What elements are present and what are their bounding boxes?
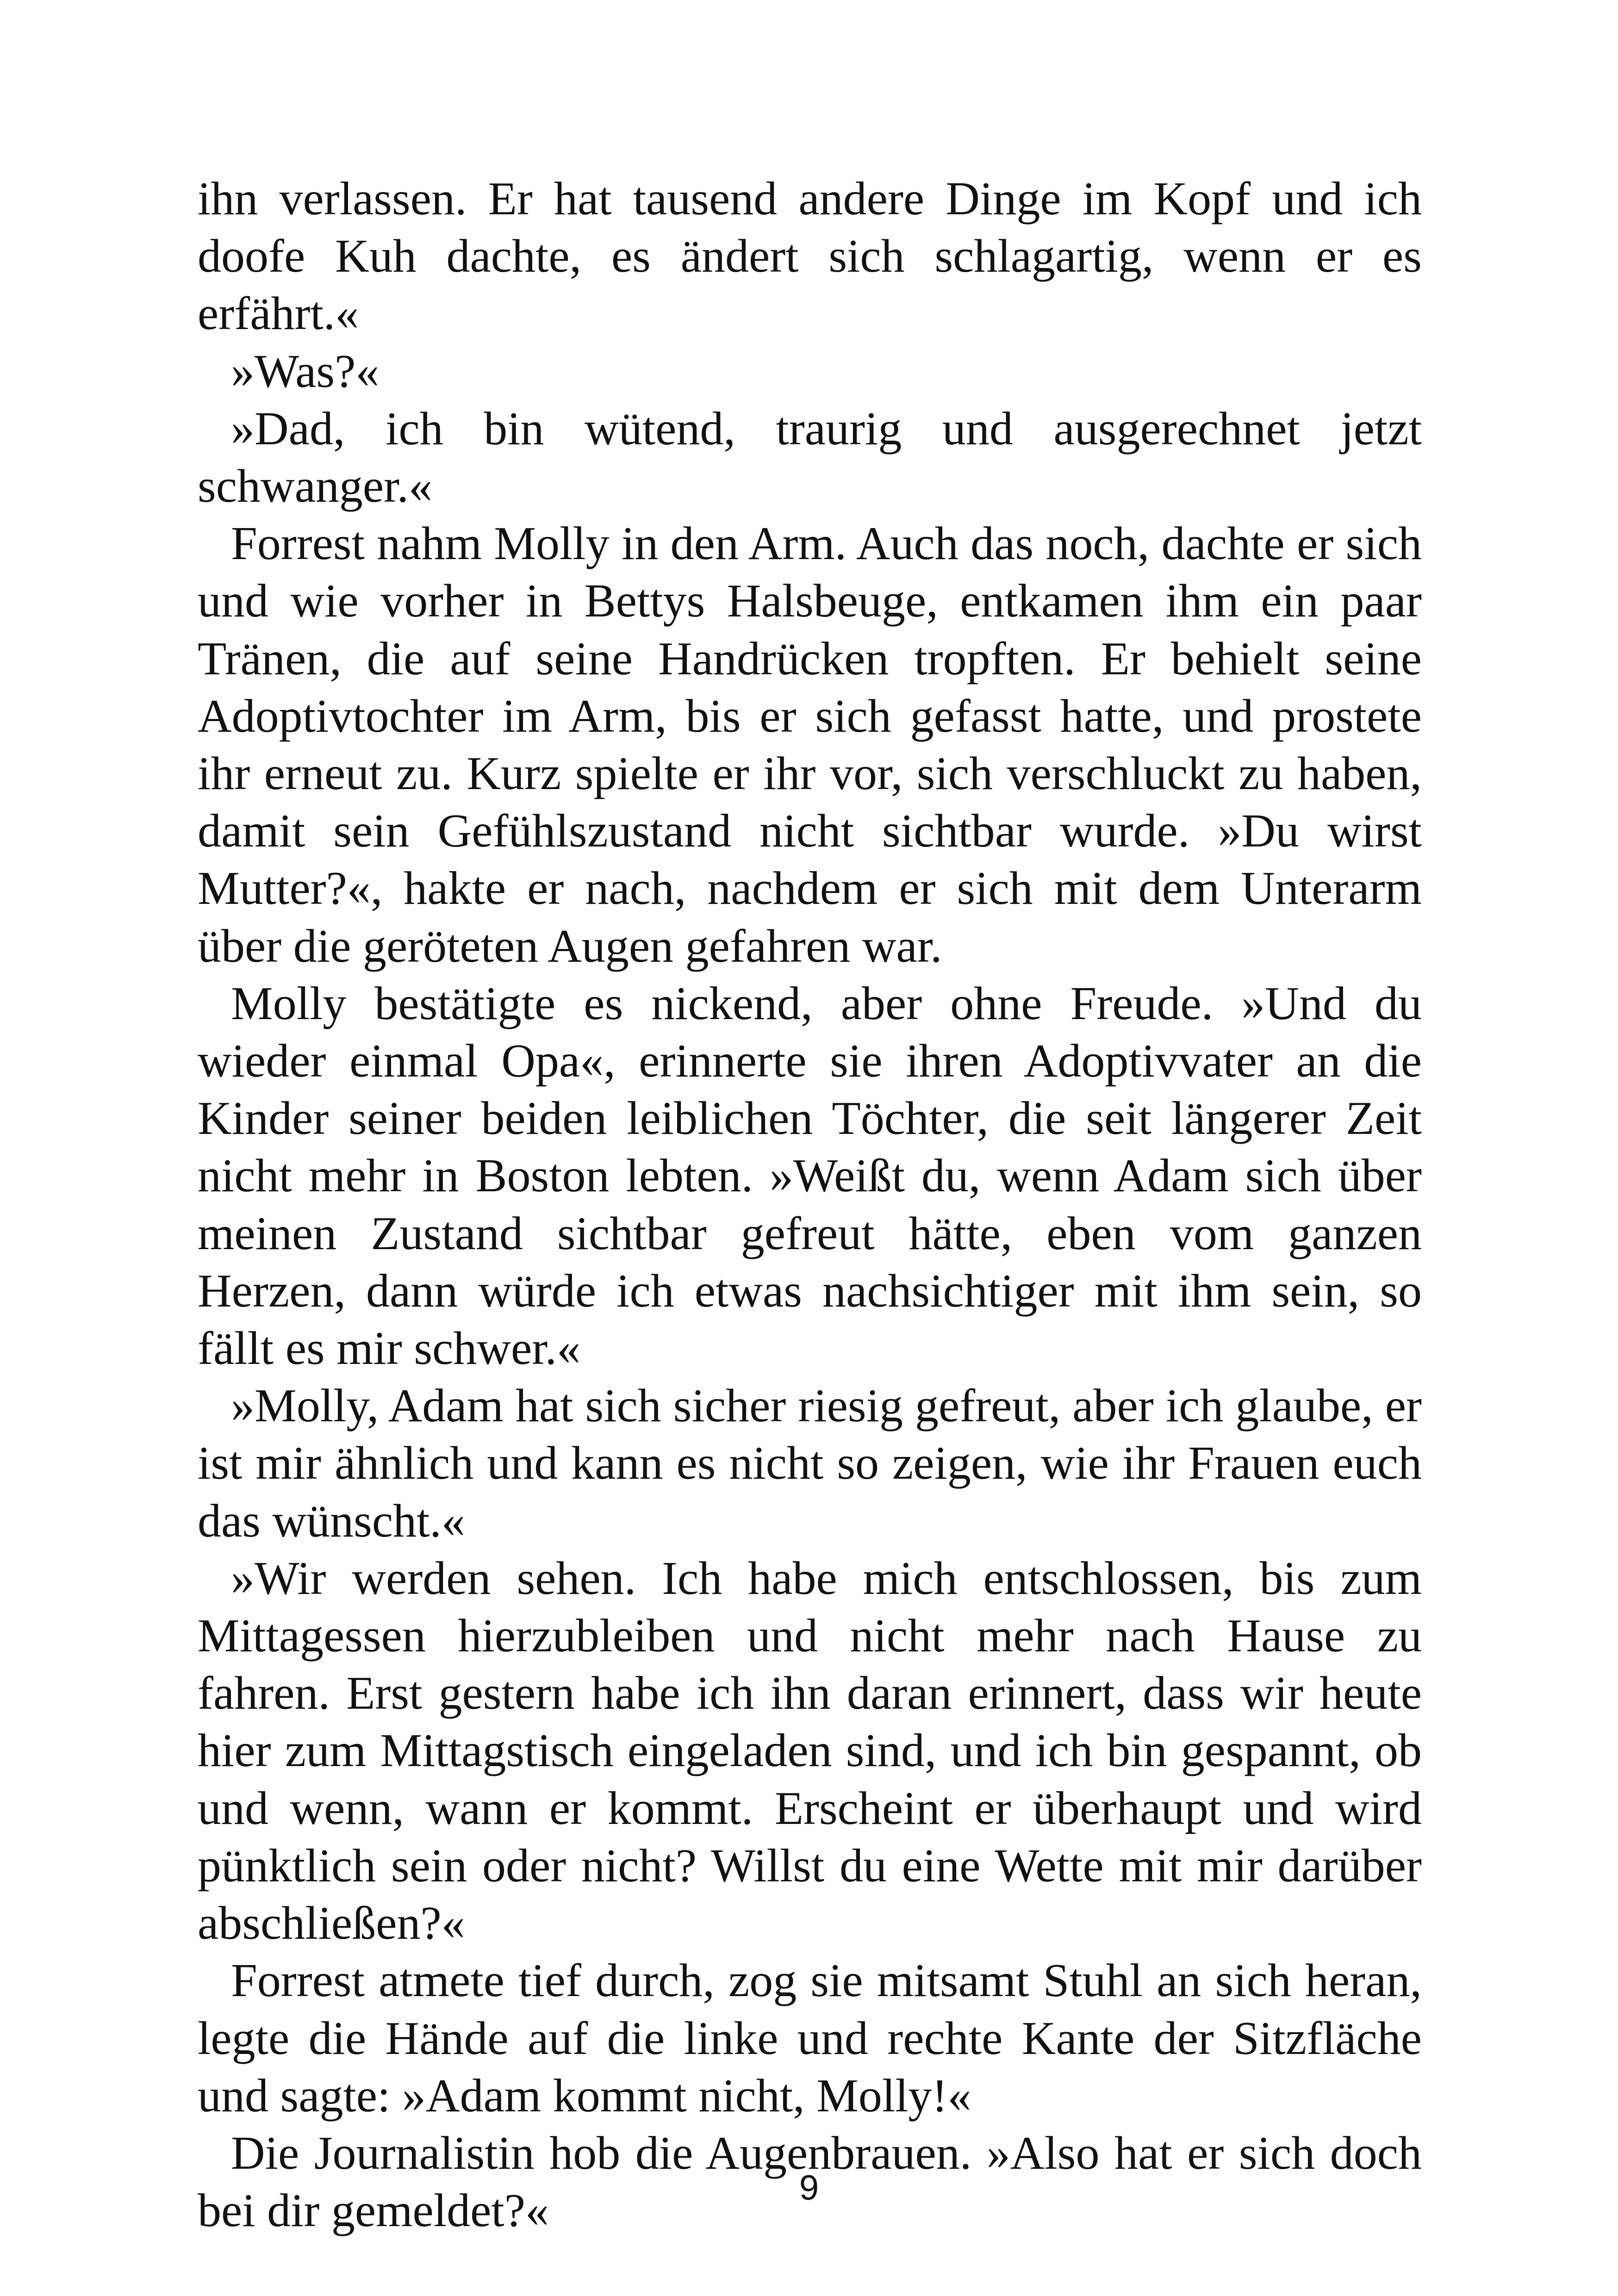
- paragraph-7: »Wir werden sehen. Ich habe mich entschlossen, bis zum Mittagessen hierzubleiben und nicht mehr nach Hause zu fahren. Erst gestern habe ich ihn daran erinnert, dass wir heute hier zum Mittagstisch eingeladen sind, und ich bin gespannt, ob und wenn, wann er kommt. Erscheint er überhaupt und wird pünktlich sein oder nicht? Willst du eine Wette mit mir darüber abschließen?«: [198, 1552, 1422, 1950]
- paragraph-2: »Was?«: [231, 345, 380, 398]
- paragraph-8: Forrest atmete tief durch, zog sie mitsamt Stuhl an sich heran, legte die Hände auf die linke und rechte Kante der Sitzfläche und sagte: »Adam kommt nicht, Molly!«: [198, 1954, 1422, 2122]
- paragraph-5: Molly bestätigte es nickend, aber ohne Freude. »Und du wieder einmal Opa«, erinnerte sie ihren Adoptivvater an die Kinder seiner beiden leiblichen Töchter, die seit längerer Zeit nicht mehr in Boston lebten. »Weißt du, wenn Adam sich über meinen Zustand sichtbar gefreut hätte, eben vom ganzen Herzen, dann würde ich etwas nachsichtiger mit ihm sein, so fällt es mir schwer.«: [198, 977, 1422, 1375]
- paragraph-4: Forrest nahm Molly in den Arm. Auch das noch, dachte er sich und wie vorher in Bettys Halsbeuge, entkamen ihm ein paar Tränen, die auf seine Handrücken tropften. Er behielt seine Adoptivtochter im Arm, bis er sich gefasst hatte, und prostete ihr erneut zu. Kurz spielte er ihr vor, sich verschluckt zu haben, damit sein Gefühlszustand nicht sichtbar wurde. »Du wirst Mutter?«, hakte er nach, nachdem er sich mit dem Unterarm über die geröteten Augen gefahren war.: [198, 517, 1422, 972]
- page-body: [198, 170, 1422, 2240]
- paragraph-9: Die Journalistin hob die Augenbrauen. »Also hat er sich doch bei dir gemeldet?«: [198, 2127, 1422, 2237]
- paragraph-1: ihn verlassen. Er hat tausend andere Dinge im Kopf und ich doofe Kuh dachte, es ändert sich schlagartig, wenn er es erfährt.«: [198, 173, 1422, 340]
- paragraph-6: »Molly, Adam hat sich sicher riesig gefreut, aber ich glaube, er ist mir ähnlich und kann es nicht so zeigen, wie ihr Frauen euch das wünscht.«: [198, 1380, 1422, 1547]
- paragraph-3: »Dad, ich bin wütend, traurig und ausgerechnet jetzt schwanger.«: [198, 402, 1422, 513]
- page-number: 9: [799, 2168, 819, 2208]
